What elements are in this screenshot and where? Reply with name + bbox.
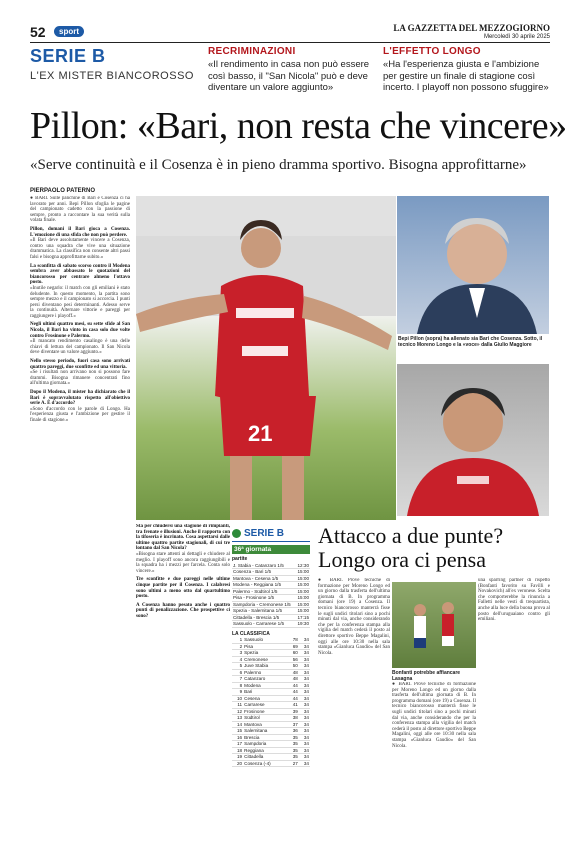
position: 16	[232, 734, 243, 741]
points: 44	[288, 695, 299, 702]
header-rule	[30, 42, 550, 43]
games: 34	[299, 728, 310, 735]
games: 34	[299, 650, 310, 657]
quote-block-1	[208, 46, 373, 94]
position: 8	[232, 682, 243, 689]
team-name: Sampdoria	[243, 741, 288, 748]
photo-caption-match: Bonfanti potrebbe affiancare Lasagna	[392, 670, 461, 682]
match-time: 12:30	[297, 562, 309, 568]
standings-label: LA CLASSIFICA	[232, 630, 270, 637]
byline: PIERPAOLO PATERNO	[30, 188, 96, 194]
games: 34	[299, 695, 310, 702]
question-8: A Cosenza hanno pesato anche i quattro punti di penalizzazione. Che prospettive ci sono?	[136, 602, 230, 619]
points: 50	[288, 663, 299, 670]
team-name: Bari	[243, 689, 288, 696]
points: 44	[288, 689, 299, 696]
match-teams: Cosenza - Bari 1/5	[232, 569, 296, 576]
position: 12	[232, 708, 243, 715]
section-subkicker: L'EX MISTER BIANCOROSSO	[30, 70, 194, 82]
match-row	[232, 621, 310, 628]
position: 5	[232, 663, 243, 670]
team-name: Cittadella	[243, 754, 288, 761]
games: 34	[299, 747, 310, 754]
team-name: Brescia	[243, 734, 288, 741]
position: 2	[232, 643, 243, 650]
match-time: 17:15	[297, 614, 309, 620]
quote-block-2	[383, 46, 551, 94]
games: 34	[299, 637, 310, 644]
position: 20	[232, 760, 243, 767]
games: 34	[299, 708, 310, 715]
position: 15	[232, 728, 243, 735]
team-name: Spezia	[243, 650, 288, 657]
answer-4: «Se i risultati non arrivano non si possono fare drammi. Bisogna rimanere concentrati fino all'ultima giornata.»	[30, 370, 130, 387]
points: 48	[288, 669, 299, 676]
interview-column-2	[136, 524, 230, 816]
match-row	[232, 601, 310, 608]
second-article-col3	[478, 578, 550, 816]
answer-6: «Bisogna stare attenti ai dettagli e chiudere al meglio. I playoff sono ancora raggiungibili e la squadra ha i mezzi per farcela. Conta solo vincere.»	[136, 551, 230, 574]
question-6: Sta per chiudersi una stagione di rimpianti, tra frenate e illusioni. Anche il rapporto con la tifoseria è incrinato. Cosa aspettarsi dalle ultime quattro partite stagionali, di cui tre lontano dal San Nicola?	[136, 524, 230, 552]
newspaper-name: LA GAZZETTA DEL MEZZOGIORNO	[393, 23, 550, 33]
team-name: Cosenza (-4)	[243, 760, 288, 767]
second-article-col1	[318, 578, 390, 816]
match-teams: Mantova - Cesena 1/5	[232, 575, 296, 582]
player-photo	[136, 196, 396, 520]
second-article-text-2: una sparring partner di rispetto (Bonfanti favorito su Favilli e Novakovich) all'ex veronese. Scelta che comporterebbe la rinuncia a Falletti nelle vesti di trequartista, anche alla luce della buona prova al posto dell'uruguaiano contro gli emiliani.	[478, 578, 550, 623]
games: 34	[299, 676, 310, 683]
section-tag: sport	[54, 26, 84, 37]
longo-photo	[397, 364, 549, 516]
games: 34	[299, 741, 310, 748]
match-time: 15:00	[297, 569, 309, 575]
games: 34	[299, 689, 310, 696]
match-teams: Modena - Reggiana 1/5	[232, 582, 296, 589]
second-article-text-repeat: ● BARI. Prove tecniche di formazione per Moreno Longo ed un giorno dalla trasferta dell'ultima giornata di B. In programma domani (ore 19) a Cosenza. Il tecnico biancorosso manterrà fisse le sugli undici titolari sino a pochi minuti dal via, anche considerando che per la conferenza stampa alla vigilia del match cederà il posto al direttore sportivo Beppe Magalini, oggi alle ore 10:30 nella sala stampa «Gianluca Gaudio» del San Nicola.	[392, 682, 476, 749]
team-name: Catanzaro	[243, 676, 288, 683]
longo-portrait-icon	[397, 364, 549, 516]
section-kicker: SERIE B	[30, 46, 106, 66]
points: 44	[288, 682, 299, 689]
answer-1: «Il Bari deve assolutamente vincere a Cosenza, contro una squadra che vive una situazione drammatica. La classifica non consente altri passi falsi e bisogna approfittarne subito.»	[30, 238, 130, 260]
points: 36	[288, 728, 299, 735]
points: 78	[288, 637, 299, 644]
question-1: Pillon, domani il Bari gioca a Cosenza. L'emozione di una sfida che non può perdere.	[30, 226, 130, 238]
points: 39	[288, 708, 299, 715]
article-subtitle: «Serve continuità e il Cosenza è in pieno dramma sportivo. Bisogna approfittarne»	[30, 157, 527, 173]
games: 34	[299, 656, 310, 663]
article-title: Pillon: «Bari, non resta che vincere»	[30, 105, 567, 147]
scoreboard	[232, 528, 310, 767]
quote-text: «Il rendimento in casa non può essere così basso, il "San Nicola" può e deve diventare un valore aggiunto»	[208, 59, 370, 93]
games: 34	[299, 754, 310, 761]
second-article-col2	[392, 682, 476, 816]
match-photo	[392, 582, 476, 668]
position: 18	[232, 747, 243, 754]
match-row	[232, 588, 310, 595]
question-5: Dopo il Modena, il mister ha dichiarato che il Bari è sopravvalutato rispetto all'obiettivo serie A. È d'accordo?	[30, 390, 130, 407]
round-label: 36ª giornata	[232, 545, 310, 554]
team-name: Palermo	[243, 669, 288, 676]
points: 35	[288, 747, 299, 754]
match-time: 15:00	[297, 595, 309, 601]
games: 34	[299, 715, 310, 722]
issue-date: Mercoledì 30 aprile 2025	[483, 34, 550, 40]
team-name: Modena	[243, 682, 288, 689]
games: 34	[299, 760, 310, 767]
answer-3: «Il mancato rendimento casalingo è una delle chiavi di lettura del campionato. Il San Nicola deve diventare un valore aggiunto.»	[30, 339, 130, 356]
position: 14	[232, 721, 243, 728]
standings-row	[232, 760, 310, 767]
games: 34	[299, 643, 310, 650]
team-name: Cesena	[243, 695, 288, 702]
second-article-text: ● BARI. Prove tecniche di formazione per Moreno Longo ed un giorno dalla trasferta dell'ultima giornata di B. In programma domani (ore 19) a Cosenza. Il tecnico biancorosso manterrà fisse le sugli undici titolari sino a pochi minuti dal via, anche considerando che per la conferenza stampa alla vigilia del match cederà il posto al direttore sportivo Beppe Magalini, oggi alle ore 10:30 nella sala stampa «Gianluca Gaudio» del San Nicola.	[318, 578, 390, 656]
match-teams: Sassuolo - Carrarese 1/5	[232, 621, 296, 628]
quote-label: L'EFFETTO LONGO	[383, 46, 481, 57]
interview-column	[30, 196, 130, 816]
team-name: Pisa	[243, 643, 288, 650]
page-number: 52	[30, 24, 46, 40]
team-name: Juve Stabia	[243, 663, 288, 670]
player-figure-icon	[136, 196, 396, 520]
position: 7	[232, 676, 243, 683]
match-teams: Cittadella - Brescia 1/5	[232, 614, 296, 621]
players-icon	[392, 582, 476, 668]
points: 48	[288, 676, 299, 683]
points: 35	[288, 741, 299, 748]
match-teams: J. Stabia - Catanzaro 1/5	[232, 562, 296, 569]
points: 27	[288, 760, 299, 767]
team-name: Mantova	[243, 721, 288, 728]
position: 10	[232, 695, 243, 702]
match-row	[232, 582, 310, 589]
match-time: 15:00	[297, 601, 309, 607]
answer-2: «Inutile negarlo: il match con gli emiliani è stato deludente. In questo momento, la partita sono sempre mezzo e il campionato si accorcia. I punti persi diventano pesi determinanti. Adesso serve la continuità. Alternare vittorie e pareggi per raggiungere i playoff.»	[30, 285, 130, 319]
match-row	[232, 569, 310, 576]
question-2: La sconfitta di sabato scorso contro il Modena sembra aver abbassato le quotazioni del biancorosso per centrare almeno l'ottavo posto.	[30, 263, 130, 286]
position: 3	[232, 650, 243, 657]
position: 11	[232, 702, 243, 709]
position: 6	[232, 669, 243, 676]
lead-paragraph: ● BARI. Sulle panchine di Bari e Cosenza ci ha lavorato per anni. Bepi Pillon sfoglia le pagine del campionato cadetto con la passione di sempre, pronto a raccontare la sua verità sulla volata finale.	[30, 196, 130, 224]
standings-table	[232, 637, 310, 768]
answer-5: «Sono d'accordo con le parole di Longo. Ha l'esperienza giusta e l'ambizione per gestire il finale di stagione.»	[30, 406, 130, 423]
team-name: Sassuolo	[243, 637, 288, 644]
match-time: 15:00	[297, 575, 309, 581]
match-teams: Sampdoria - Cremonese 1/5	[232, 601, 296, 608]
games: 34	[299, 734, 310, 741]
scoreboard-title: SERIE B	[244, 528, 285, 539]
points: 37	[288, 721, 299, 728]
games: 34	[299, 721, 310, 728]
games: 34	[299, 682, 310, 689]
points: 35	[288, 754, 299, 761]
position: 4	[232, 656, 243, 663]
question-4: Nello stesso periodo, fuori casa sono arrivati quattro pareggi, due sconfitte ed una vittoria.	[30, 359, 130, 370]
position: 1	[232, 637, 243, 644]
position: 17	[232, 741, 243, 748]
match-time: 15:00	[297, 582, 309, 588]
match-teams: Spezia - Salernitana 1/5	[232, 608, 296, 615]
games: 34	[299, 669, 310, 676]
svg-text:21: 21	[248, 421, 273, 446]
pillon-photo	[397, 196, 549, 334]
second-article-title: Attacco a due punte? Longo ora ci pensa	[318, 523, 504, 572]
team-name: Frosinone	[243, 708, 288, 715]
match-time: 19:30	[297, 621, 309, 627]
question-3: Negli ultimi quattro mesi, su sette sfide al San Nicola, il Bari ha vinto in casa solo due volte contro Frosinone e Palermo.	[30, 322, 130, 339]
match-row	[232, 608, 310, 615]
match-time: 15:00	[297, 608, 309, 614]
points: 60	[288, 650, 299, 657]
points: 41	[288, 702, 299, 709]
photo-caption-pillon: Bepi Pillon (sopra) ha allenato sia Bari che Cosenza. Sotto, il tecnico Moreno Longo e la «voce» dalla Giulio Maggiore	[398, 336, 543, 348]
match-time: 15:00	[297, 588, 309, 594]
team-name: Südtirol	[243, 715, 288, 722]
team-name: Carrarese	[243, 702, 288, 709]
points: 35	[288, 734, 299, 741]
points: 38	[288, 715, 299, 722]
question-7: Tre sconfitte e due pareggi nelle ultime cinque partite per il Cosenza. I calabresi sono ultimi a meno otto dal quartultimo posto.	[136, 577, 230, 600]
position: 19	[232, 754, 243, 761]
position: 13	[232, 715, 243, 722]
points: 56	[288, 656, 299, 663]
games: 34	[299, 663, 310, 670]
league-logo-icon	[232, 529, 241, 538]
team-name: Cremonese	[243, 656, 288, 663]
matches-table	[232, 562, 310, 628]
games: 34	[299, 702, 310, 709]
match-row	[232, 575, 310, 582]
match-teams: Palermo - Südtirol 1/5	[232, 588, 296, 595]
points: 69	[288, 643, 299, 650]
team-name: Salernitana	[243, 728, 288, 735]
pillon-portrait-icon	[397, 196, 549, 334]
match-row	[232, 595, 310, 602]
quote-text: «Ha l'esperienza giusta e l'ambizione per gestire un finale di stagione così incerto. I playoff non possono sfuggire»	[383, 59, 549, 93]
matches-label: partite	[232, 556, 248, 562]
position: 9	[232, 689, 243, 696]
match-row	[232, 614, 310, 621]
match-teams: Pisa - Frosinone 1/5	[232, 595, 296, 602]
team-name: Reggiana	[243, 747, 288, 754]
quote-label: RECRIMINAZIONI	[208, 46, 296, 57]
